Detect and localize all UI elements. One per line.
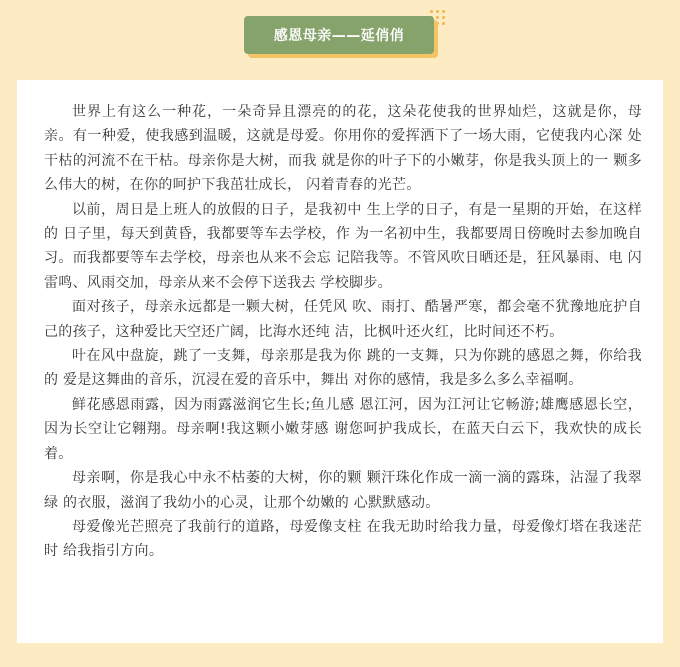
paragraph-3: 面对孩子，母亲永远都是一颗大树，任凭风 吹、雨打、酷暑严寒，都会毫不犹豫地庇护自 己的孩子，这种爱比天空还广阔，比海水还纯 洁，比枫叶还火红，比时间还不朽。 — [44, 299, 642, 340]
title-banner — [244, 16, 436, 56]
paragraph-5: 鲜花感恩雨露，因为雨露滋润它生长;鱼儿感 恩江河，因为江河让它畅游;雄鹰感恩长空，因为长空让它翱翔。母亲啊!我这颗小嫩芽感 谢您呵护我成长，在蓝天白云下，我欢快的成长着。 — [44, 396, 642, 462]
paragraph-6: 母亲啊，你是我心中永不枯萎的大树，你的颗 颗汗珠化作成一滴一滴的露珠，沾湿了我翠绿 的衣服，滋润了我幼小的心灵，让那个幼嫩的 心默默感动。 — [44, 470, 642, 511]
paragraph-1: 世界上有这么一种花，一朵奇异且漂亮的的花，这朵花使我的世界灿烂，这就是你，母亲。有一种爱，使我感到温暖，这就是母爱。你用你的爱挥洒下了一场大雨，它使我内心深 处干枯的河流不在干枯。母亲你是大树，而我 就是你的叶子下的小嫩芽，你是我头顶上的一 颗多么伟大的树，在你的呵护下我茁壮成长， 闪着青春的光芒。 — [44, 104, 642, 194]
paragraph-2: 以前，周日是上班人的放假的日子，是我初中 生上学的日子，有是一星期的开始，在这样的 日子里，每天到黄昏，我都要等车去学校，作 为一名初中生，我都要周日傍晚时去参加晚自 习。而我都要等车去学校，母亲也从来不会忘 记陪我等。不管风吹日晒还是，狂风暴雨、电 闪雷鸣、风雨交加，母亲从来不会停下送我去 学校脚步。 — [44, 201, 642, 291]
page-title: 感恩母亲——延俏俏 — [244, 16, 434, 54]
paragraph-4: 叶在风中盘旋，跳了一支舞，母亲那是我为你 跳的一支舞，只为你跳的感恩之舞，你给我的 爱是这舞曲的音乐，沉浸在爱的音乐中，舞出 对你的感情，我是多么多么幸福啊。 — [44, 348, 642, 389]
article-body — [44, 100, 642, 564]
article-card — [17, 80, 663, 643]
paragraph-7: 母爱像光芒照亮了我前行的道路，母爱像支柱 在我无助时给我力量，母爱像灯塔在我迷茫时 给我指引方向。 — [44, 518, 642, 560]
